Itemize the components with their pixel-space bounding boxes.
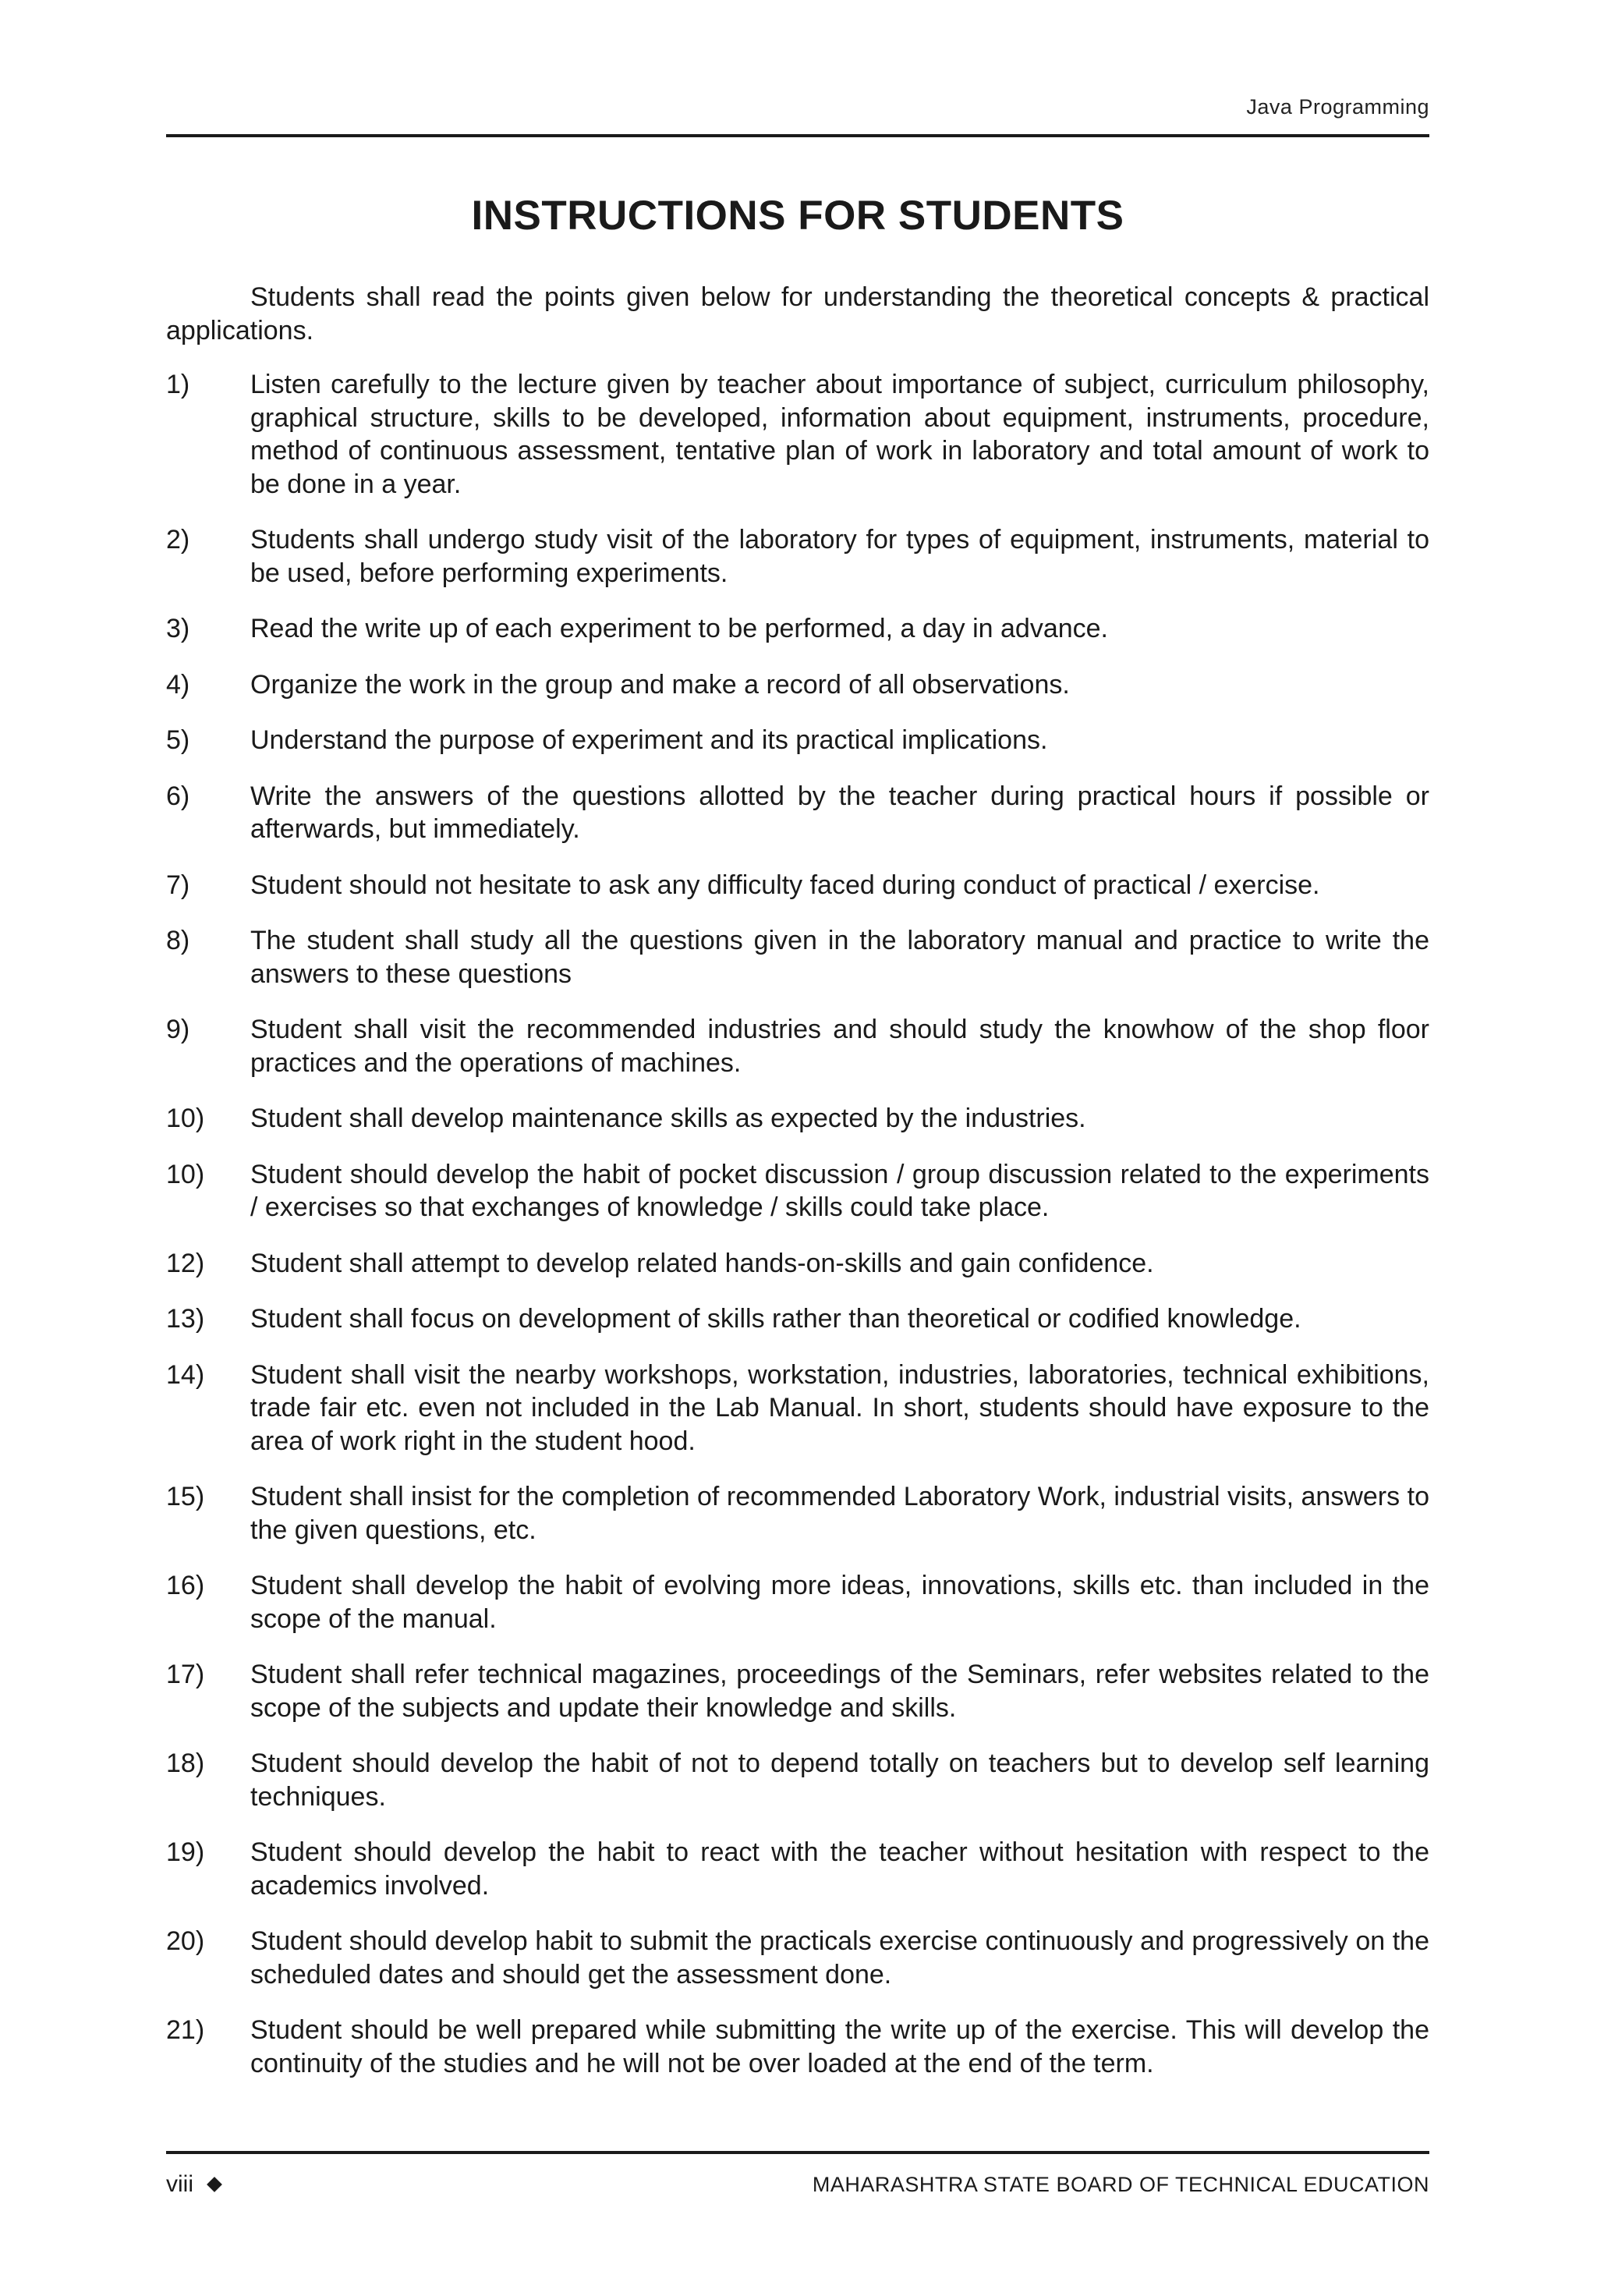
item-number: 16) — [166, 1571, 205, 1600]
item-number: 5) — [166, 725, 190, 755]
list-item — [166, 612, 1429, 646]
list-item — [166, 1247, 1429, 1281]
item-text: The student shall study all the questions given in the laboratory manual and practice to write the answers to these questions — [250, 926, 1429, 989]
item-number: 13) — [166, 1304, 205, 1334]
item-number: 9) — [166, 1015, 190, 1044]
item-text: Student shall attempt to develop related hands-on-skills and gain confidence. — [250, 1248, 1154, 1278]
item-text: Student shall insist for the completion of recommended Laboratory Work, industrial visits, answers to the given questions, etc. — [250, 1482, 1429, 1545]
list-item — [166, 924, 1429, 990]
item-text: Read the write up of each experiment to be performed, a day in advance. — [250, 614, 1108, 643]
footer-divider — [166, 2151, 1429, 2154]
item-number: 3) — [166, 614, 190, 643]
list-item — [166, 1359, 1429, 1458]
list-item — [166, 368, 1429, 501]
list-item — [166, 2014, 1429, 2080]
item-text: Student should develop the habit to react with the teacher without hesitation with respect to the academics involved. — [250, 1837, 1429, 1901]
list-item — [166, 780, 1429, 846]
page-title: INSTRUCTIONS FOR STUDENTS — [471, 193, 1124, 239]
list-item — [166, 1836, 1429, 1902]
item-number: 2) — [166, 525, 190, 555]
item-number: 8) — [166, 926, 190, 955]
list-item — [166, 1747, 1429, 1813]
item-number: 4) — [166, 669, 190, 700]
item-number: 18) — [166, 1749, 205, 1778]
item-text: Write the answers of the questions allotted by the teacher during practical hours if possible or afterwards, but immediately. — [250, 781, 1429, 844]
list-item — [166, 1013, 1429, 1079]
list-item — [166, 724, 1429, 757]
item-number: 15) — [166, 1482, 205, 1511]
running-header: Java Programming — [1246, 95, 1429, 119]
item-number: 17) — [166, 1660, 205, 1689]
item-number: 20) — [166, 1926, 205, 1956]
document-page — [166, 0, 1429, 2296]
item-text: Organize the work in the group and make a record of all observations. — [250, 669, 1070, 700]
item-text: Student should be well prepared while submitting the write up of the exercise. This will develop the continuity of the studies and he will not be over loaded at the end of the term. — [250, 2015, 1429, 2078]
item-text: Student shall develop maintenance skills as expected by the industries. — [250, 1104, 1086, 1133]
item-text: Student should develop the habit of not to depend totally on teachers but to develop self learning techniques. — [250, 1749, 1429, 1812]
instructions-list — [166, 368, 1429, 2103]
footer-page-number-group — [166, 2171, 220, 2198]
list-item — [166, 1658, 1429, 1724]
intro-paragraph: Students shall read the points given below for understanding the theoretical concepts & practical applications. — [166, 282, 1429, 345]
list-item — [166, 1158, 1429, 1224]
item-text: Listen carefully to the lecture given by teacher about importance of subject, curriculum philosophy, graphical structure, skills to be developed, information about equipment, instruments, procedure, method of continuous assessment, tentative plan of work in laboratory and total amount of work to be done in a year. — [250, 370, 1429, 499]
item-number: 10) — [166, 1104, 205, 1133]
item-number: 7) — [166, 870, 190, 900]
footer-publisher: MAHARASHTRA STATE BOARD OF TECHNICAL EDUCATION — [812, 2173, 1429, 2196]
header-divider — [166, 134, 1429, 137]
item-number: 19) — [166, 1837, 205, 1867]
list-item — [166, 869, 1429, 902]
item-number: 14) — [166, 1359, 205, 1390]
item-number: 12) — [166, 1248, 205, 1278]
item-text: Students shall undergo study visit of the laboratory for types of equipment, instruments, material to be used, before performing experiments. — [250, 525, 1429, 588]
list-item — [166, 1102, 1429, 1136]
item-text: Student shall visit the recommended industries and should study the knowhow of the shop floor practices and the operations of machines. — [250, 1015, 1429, 1078]
list-item — [166, 668, 1429, 702]
item-text: Student shall refer technical magazines, proceedings of the Seminars, refer websites related to the scope of the subjects and update their knowledge and skills. — [250, 1660, 1429, 1723]
item-number: 21) — [166, 2015, 205, 2045]
list-item — [166, 1302, 1429, 1336]
list-item — [166, 523, 1429, 590]
item-text: Understand the purpose of experiment and its practical implications. — [250, 725, 1048, 755]
item-text: Student should develop the habit of pocket discussion / group discussion related to the experiments / exercises so that exchanges of knowledge / skills could take place. — [250, 1159, 1429, 1222]
list-item — [166, 1925, 1429, 1991]
list-item — [166, 1569, 1429, 1635]
item-text: Student should develop habit to submit the practicals exercise continuously and progressively on the scheduled dates and should get the assessment done. — [250, 1926, 1429, 1990]
item-number: 1) — [166, 370, 190, 399]
item-text: Student shall focus on development of skills rather than theoretical or codified knowledge. — [250, 1304, 1301, 1334]
diamond-icon — [207, 2177, 222, 2192]
item-text: Student should not hesitate to ask any difficulty faced during conduct of practical / exercise. — [250, 870, 1320, 900]
item-text: Student shall develop the habit of evolving more ideas, innovations, skills etc. than included in the scope of the manual. — [250, 1571, 1429, 1634]
item-number: 10) — [166, 1159, 205, 1189]
item-number: 6) — [166, 781, 190, 811]
page-number: viii — [166, 2171, 193, 2197]
item-text: Student shall visit the nearby workshops, workstation, industries, laboratories, technical exhibitions, trade fair etc. even not included in the Lab Manual. In short, students should have exposure to the area of work right in the student hood. — [250, 1359, 1429, 1456]
list-item — [166, 1480, 1429, 1547]
